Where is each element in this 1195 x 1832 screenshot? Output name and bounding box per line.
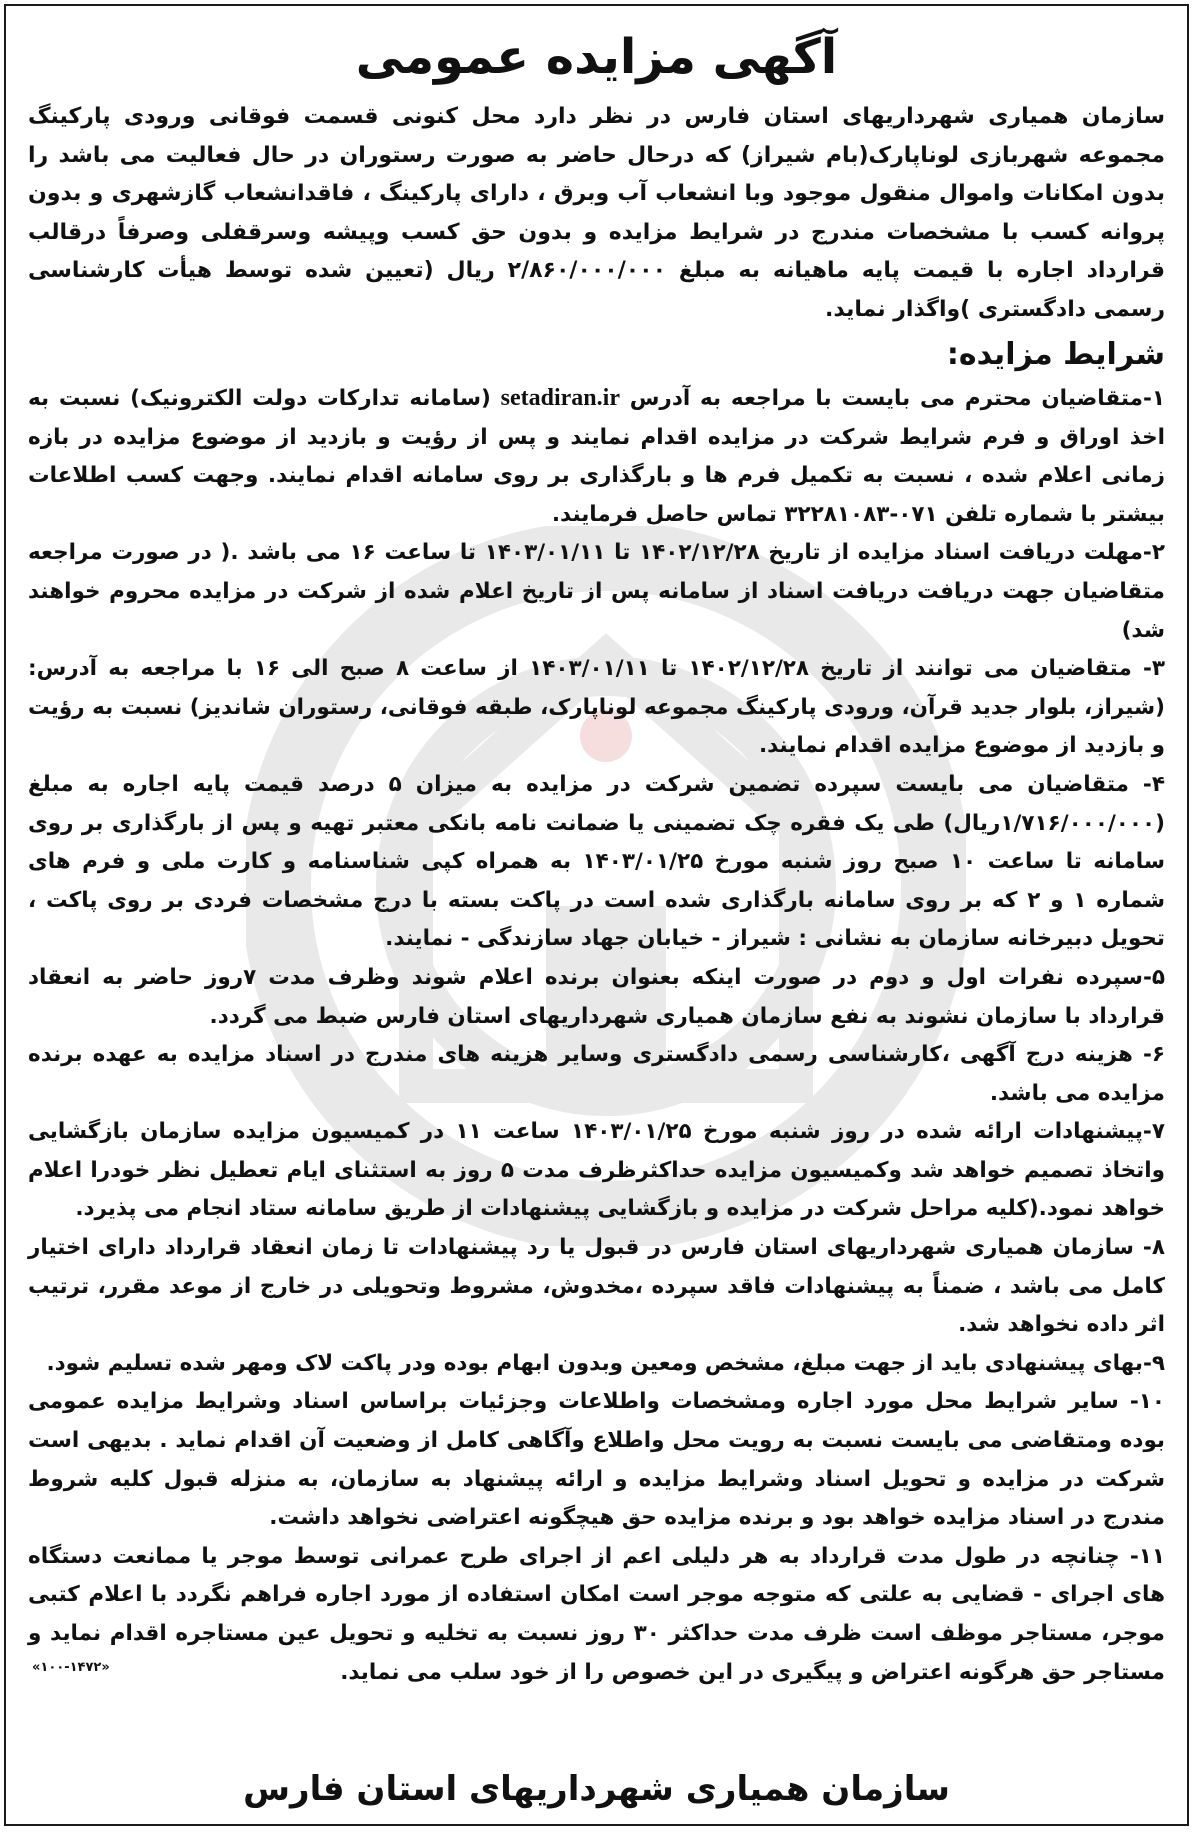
condition-2: ۲-مهلت دریافت اسناد مزایده از تاریخ ۱۴۰۲/۱۲/۲۸ تا ۱۴۰۳/۰۱/۱۱ تا ساعت ۱۶ می باشد .( در صورت مراجعه متقاضیان جهت دریافت دریافت اسناد از سامانه پس از تاریخ اعلام شده از شرکت در مزایده محروم خواهند شد) [28,540,1165,643]
notice-intro-paragraph: سازمان همیاری شهرداریهای استان فارس در نظر دارد محل کنونی قسمت فوقانی ورودی پارکینگ مجموعه شهربازی لوناپارک(بام شیراز) که درحال حاضر به صورت رستوران در حال فعالیت می باشد را بدون امکانات واموال منقول موجود وبا انشعاب آب وبرق ، دارای پارکینگ ، فاقدانشعاب گازشهری و بدون پروانه کسب با مشخصات مندرج در شرایط مزایده و بدون حق کسب وپیشه وسرقفلی وصرفاً درقالب قرارداد اجاره با قیمت پایه ماهیانه به مبلغ ۲/۸۶۰/۰۰۰/۰۰۰ ریال (تعیین شده توسط هیأت کارشناسی رسمی دادگستری )واگذار نماید. [28,104,1165,322]
notice-frame [4,4,1189,1826]
condition-10: ۱۰- سایر شرایط محل مورد اجاره ومشخصات واطلاعات وجزئیات براساس اسناد وشرایط مزایده عمومی بوده ومتقاضی می بایست نسبت به رویت محل واطلاع وآگاهی کامل از وضعیت آن اقدام نماید . بدیهی است شرکت در مزایده و تحویل اسناد وشرایط مزایده و ارائه پیشنهاد به سازمان، به منزله قبول کلیه شروط مندرج در اسناد مزایده خواهد بود و برنده مزایده حق هیچگونه اعتراضی نخواهد داشت. [28,1389,1165,1531]
conditions-heading: شرایط مزایده: [946,337,1165,372]
condition-1-text-start: ۱-متقاضیان محترم می بایست با مراجعه به آدرس [619,386,1165,411]
setadiran-address: setadiran.ir [500,385,620,411]
condition-11: ۱۱- چنانچه در طول مدت قرارداد به هر دلیلی اعم از اجرای طرح عمرانی توسط موجر یا ممانعت دستگاه های اجرای - قضایی به علتی که متوجه موجر است امکان استفاده از مورد اجاره فراهم نگردد با اعلام کتبی موجر، مستاجر موظف است ظرف مدت حداکثر ۳۰ روز نسبت به تخلیه و تحویل عین مستاجره اقدام نماید و مستاجر حق هرگونه اعتراض و پیگیری در این خصوص را از خود سلب می نماید. [28,1543,1165,1685]
reference-code: «۱۰۰-۱۴۷۲» [32,1660,110,1676]
condition-8: ۸- سازمان همیاری شهرداریهای استان فارس در قبول یا رد پیشنهادات تا زمان انعقاد قرارداد دارای اختیار کامل می باشد ، ضمناً به پیشنهادات فاقد سپرده ،مخدوش، مشروط وتحویلی در خارج از موعد مقرر، ترتیب اثر داده نخواهد شد. [28,1235,1165,1338]
condition-5: ۵-سپرده نفرات اول و دوم در صورت اینکه بعنوان برنده اعلام شوند وظرف مدت ۷روز حاضر به انعقاد قرارداد با سازمان نشوند به نفع سازمان همیاری شهرداریهای استان فارس ضبط می گردد. [28,964,1166,1029]
condition-9: ۹-بهای پیشنهادی باید از جهت مبلغ، مشخص ومعین وبدون ابهام بوده ودر پاکت لاک ومهر شده تسلیم شود. [46,1350,1165,1376]
condition-6: ۶- هزینه درج آگهی ،کارشناسی رسمی دادگستری وسایر هزینه های مندرج در اسناد مزایده به عهده برنده مزایده می باشد. [28,1042,1165,1106]
condition-3: ۳- متقاضیان می توانند از تاریخ ۱۴۰۲/۱۲/۲۸ تا ۱۴۰۳/۰۱/۱۱ از ساعت ۸ صبح الی ۱۶ با مراجعه به آدرس: (شیراز، بلوار جدید قرآن، ورودی پارکینگ مجموعه لوناپارک، طبقه فوقانی، رستوران شاندیز) نسبت به رؤیت و بازدید از موضوع مزایده اقدام نمایند. [28,656,1166,759]
condition-7: ۷-پیشنهادات ارائه شده در روز شنبه مورخ ۱۴۰۳/۰۱/۲۵ ساعت ۱۱ در کمیسیون مزایده سازمان بازگشایی واتخاذ تصمیم خواهد شد وکمیسیون مزایده حداکثرظرف مدت ۵ روز به استثنای ایام تعطیل نظر خودرا اعلام خواهد نمود.(کلیه مراحل شرکت در مزایده و بازگشایی پیشنهادات از طریق سامانه ستاد انجام می پذیرد. [28,1119,1165,1222]
condition-4: ۴- متقاضیان می بایست سپرده تضمین شرکت در مزایده به میزان ۵ درصد قیمت پایه اجاره به مبلغ (۱/۷۱۶/۰۰۰/۰۰۰ریال) طی یک فقره چک تضمینی یا ضمانت نامه بانکی معتبر تهیه و پس از بارگذاری بر روی سامانه تا ساعت ۱۰ صبح روز شنبه مورخ ۱۴۰۳/۰۱/۲۵ به همراه کپی شناسنامه و کارت ملی و فرم های شماره ۱ و ۲ که بر روی سامانه بارگذاری شده است در پاکت بسته با درج مشخصات فردی بر روی پاکت ، تحویل دبیرخانه سازمان به نشانی : شیراز - خیابان جهاد سازندگی - نمایند. [28,771,1165,952]
condition-1-text-end: (سامانه تدارکات دولت الکترونیک) نسبت به اخذ اوراق و فرم شرایط شرکت در مزایده اقدام نمایند و پس از رؤیت و بازدید از موضوع مزایده در بازه زمانی اعلام شده ، نسبت به تکمیل فرم ها و بارگذاری بر روی سامانه اقدام نمایند. وجهت کسب اطلاعات بیشتر با شماره تلفن ۰۷۱-۳۲۲۸۱۰۸۳ تماس حاصل فرمایند. [28,386,1165,527]
condition-1 [28,379,1165,534]
footer-organization: سازمان همیاری شهرداریهای استان فارس [243,1769,950,1809]
notice-body [6,6,1187,1692]
notice-title: آگهی مزایده عمومی [355,29,838,85]
